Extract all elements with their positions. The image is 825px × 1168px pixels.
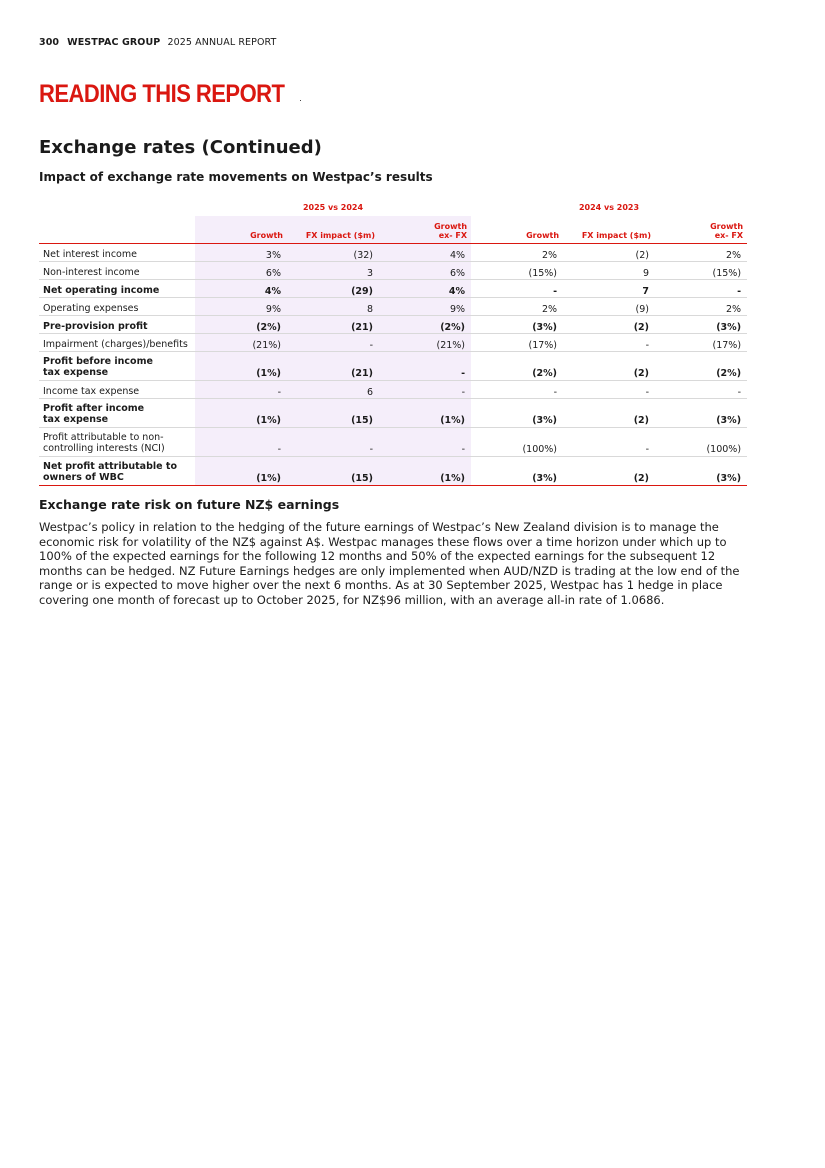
table-cell: (2)	[563, 352, 655, 381]
table-row	[39, 399, 747, 428]
row-label: Net operating income	[39, 280, 195, 298]
risk-paragraph: Westpac’s policy in relation to the hedging of the future earnings of Westpac’s New Zealand division is to manage the economic risk for volatility of the NZ$ against A$. Westpac manages these flows over a time horizon under which up to 100% of the expected earnings for the following 12 months and 50% of the expected earnings for the subsequent 12 months can be hedged. NZ Future Earnings hedges are only implemented when AUD/NZD is trading at the low end of the range or is expected to move higher over the next 6 months. As at 30 September 2025, Westpac has 1 hedge in place covering one month of forecast up to October 2025, for NZ$96 million, with an average all-in rate of 1.0686.	[39, 520, 740, 607]
table-cell: 7	[563, 280, 655, 298]
table-row	[39, 244, 747, 262]
column-header: Growth	[526, 230, 560, 240]
table-cell: (2)	[563, 316, 655, 334]
table-cell: (3%)	[655, 316, 747, 334]
table-cell: (2)	[563, 244, 655, 262]
table-cell: (9)	[563, 298, 655, 316]
table-title: Impact of exchange rate movements on Westpac’s results	[39, 170, 433, 184]
table-cell: -	[655, 381, 747, 399]
table-cell: (17%)	[471, 334, 563, 352]
table-cell: (21)	[287, 316, 379, 334]
table-cell: (21)	[287, 352, 379, 381]
table-cell: (1%)	[195, 352, 287, 381]
table-row	[39, 381, 747, 399]
column-header: Growth ex- FX	[379, 216, 471, 244]
row-label: Income tax expense	[39, 381, 195, 399]
row-label: Profit before income tax expense	[39, 352, 195, 381]
table-row	[39, 298, 747, 316]
row-label: Pre-provision profit	[39, 316, 195, 334]
table-cell: (3%)	[655, 399, 747, 428]
table-cell: (1%)	[379, 457, 471, 486]
table-cell: 3	[287, 262, 379, 280]
table-cell: 2%	[471, 298, 563, 316]
table-cell: (1%)	[195, 399, 287, 428]
table-cell: -	[471, 381, 563, 399]
table-body	[39, 244, 747, 486]
table-cell: (100%)	[471, 428, 563, 457]
table-cell: (3%)	[655, 457, 747, 486]
table-cell: -	[563, 428, 655, 457]
table-cell: 2%	[471, 244, 563, 262]
table-row	[39, 457, 747, 486]
company-name: WESTPAC GROUP	[67, 37, 161, 48]
table-cell: -	[563, 334, 655, 352]
table-group-header-row	[39, 198, 747, 216]
table-cell: -	[379, 428, 471, 457]
table-cell: (15)	[287, 457, 379, 486]
table-cell: (1%)	[379, 399, 471, 428]
header-blank	[39, 198, 195, 216]
table-cell: 4%	[195, 280, 287, 298]
column-header: Growth ex- FX	[710, 221, 744, 240]
table-cell: (2%)	[379, 316, 471, 334]
header-blank	[39, 216, 195, 244]
table-cell: -	[195, 381, 287, 399]
row-label: Non-interest income	[39, 262, 195, 280]
table-cell: 9	[563, 262, 655, 280]
page-number: 300	[39, 37, 60, 48]
table-cell: (15)	[287, 399, 379, 428]
table-cell: (29)	[287, 280, 379, 298]
report-name: 2025 ANNUAL REPORT	[167, 37, 277, 48]
page-header	[39, 37, 276, 48]
risk-heading: Exchange rate risk on future NZ$ earnings	[39, 497, 340, 512]
decorative-dot	[300, 100, 301, 101]
table-cell: -	[379, 352, 471, 381]
table-cell: (2%)	[471, 352, 563, 381]
table-cell: -	[287, 428, 379, 457]
group-header-2025: 2025 vs 2024	[302, 202, 364, 212]
table-row	[39, 428, 747, 457]
table-cell: 2%	[655, 298, 747, 316]
table-cell: 2%	[655, 244, 747, 262]
fx-impact-table	[39, 198, 747, 486]
table-cell: 9%	[379, 298, 471, 316]
table-cell: (2)	[563, 457, 655, 486]
table-row	[39, 352, 747, 381]
table-cell: (2)	[563, 399, 655, 428]
row-label: Impairment (charges)/benefits	[39, 334, 195, 352]
column-header: FX impact ($m)	[287, 216, 379, 244]
table-cell: (15%)	[655, 262, 747, 280]
table-cell: (3%)	[471, 399, 563, 428]
table-column-header-row	[39, 216, 747, 244]
table-cell: (32)	[287, 244, 379, 262]
table-cell: -	[287, 334, 379, 352]
table-cell: (2%)	[195, 316, 287, 334]
table-cell: (3%)	[471, 457, 563, 486]
table-row	[39, 280, 747, 298]
table-cell: 8	[287, 298, 379, 316]
table-cell: (1%)	[195, 457, 287, 486]
table-cell: -	[563, 381, 655, 399]
table-cell: (15%)	[471, 262, 563, 280]
section-title: READING THIS REPORT	[39, 80, 285, 108]
table-cell: 4%	[379, 244, 471, 262]
table-cell: 9%	[195, 298, 287, 316]
table-cell: 4%	[379, 280, 471, 298]
table-cell: 3%	[195, 244, 287, 262]
table-cell: -	[471, 280, 563, 298]
table-cell: 6%	[195, 262, 287, 280]
table-cell: -	[655, 280, 747, 298]
row-label: Net interest income	[39, 244, 195, 262]
table-cell: 6	[287, 381, 379, 399]
row-label: Profit after income tax expense	[39, 399, 195, 428]
fx-impact-table-wrapper	[39, 198, 747, 486]
row-label: Profit attributable to non- controlling interests (NCI)	[39, 428, 195, 457]
table-row	[39, 262, 747, 280]
column-header: FX impact ($m)	[581, 230, 652, 240]
row-label: Net profit attributable to owners of WBC	[39, 457, 195, 486]
table-cell: (2%)	[655, 352, 747, 381]
table-row	[39, 316, 747, 334]
table-cell: (3%)	[471, 316, 563, 334]
column-header: Growth	[195, 216, 287, 244]
group-header-2024: 2024 vs 2023	[578, 202, 640, 212]
table-cell: (17%)	[655, 334, 747, 352]
subsection-title: Exchange rates (Continued)	[39, 137, 322, 158]
table-cell: (100%)	[655, 428, 747, 457]
table-row	[39, 334, 747, 352]
table-cell: (21%)	[195, 334, 287, 352]
table-cell: -	[195, 428, 287, 457]
row-label: Operating expenses	[39, 298, 195, 316]
table-cell: (21%)	[379, 334, 471, 352]
table-cell: 6%	[379, 262, 471, 280]
table-cell: -	[379, 381, 471, 399]
